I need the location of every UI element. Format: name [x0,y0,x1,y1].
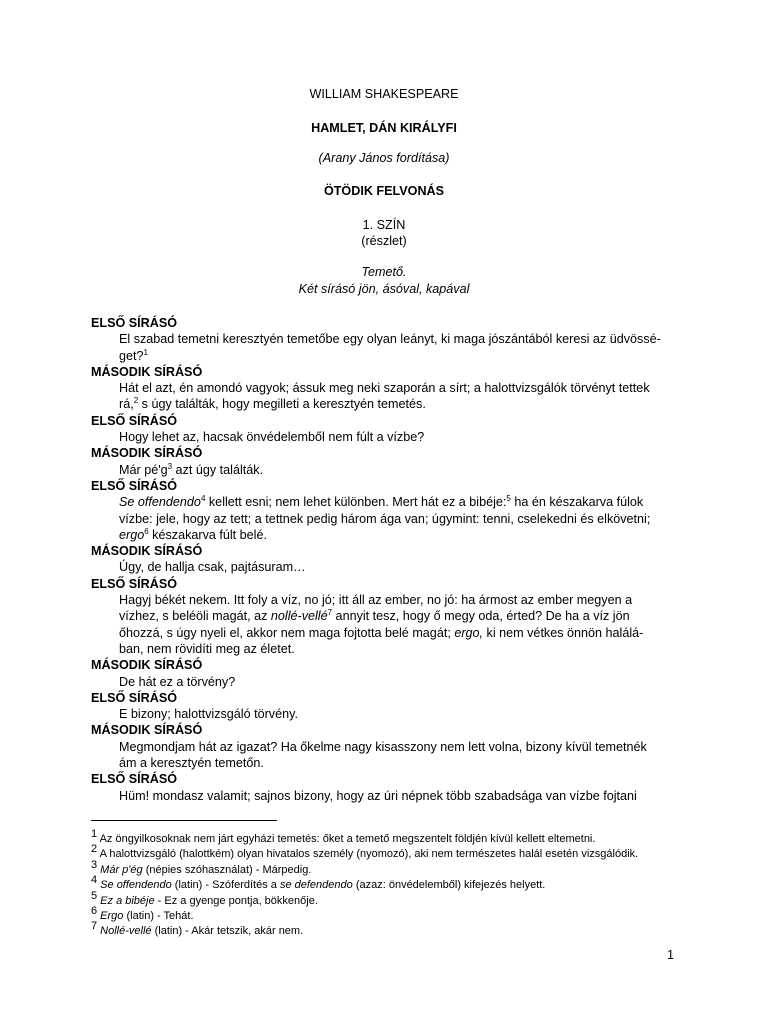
text-run: kellett esni; nem lehet különben. Mert hát ez a bibéje: [205,495,507,510]
speaker-second-gravedigger: MÁSODIK SÍRÁSÓ [91,544,203,559]
page-number: 1 [667,948,675,962]
speech-line [91,331,681,364]
footnote-text: A halottvizsgáló (halottkém) olyan hivatalos személy (nyomozó), aki nem természetes halál esetén vizsgálódik. [97,848,639,861]
translator-credit: (Arany János fordítása) [318,151,450,165]
footnote-term: Ergo [97,910,124,923]
text-line [119,625,681,641]
footnote [91,828,691,847]
footnote-term: se defendendo [279,879,353,892]
text-line: E bizony; halottvizsgáló törvény. [119,707,298,722]
text-run: őhozzá, s úgy nyeli el, akkor nem maga fojtotta belé magát; [119,625,455,640]
text-line [119,396,681,412]
act-heading: ÖTÖDIK FELVONÁS [323,184,445,198]
text-line: De hát ez a törvény? [119,674,236,689]
text-line: Hagyj békét nekem. Itt foly a víz, no jó; itt áll az ember, no jó: ha ármost az ember megyen a [119,593,633,608]
speaker-second-gravedigger: MÁSODIK SÍRÁSÓ [91,723,203,738]
footnote-ref[interactable]: 5 [506,494,511,504]
footnote-text: - Ez a gyenge pontja, bökkenője. [154,894,318,907]
text-run: ha én készakarva fúlok [510,495,644,510]
footnote-text: Az öngyilkosoknak nem járt egyházi temetés: őket a temető megszentelt földjén kívül kellett eltemetni. [97,833,596,845]
footnote-number: 2 [91,843,98,856]
text-line [119,494,681,510]
footnote [91,843,691,862]
speaker-first-gravedigger: ELSŐ SÍRÁSÓ [91,413,178,428]
text-run: azt úgy találták. [172,462,264,477]
text-line: Úgy, de hallja csak, pajtásuram… [119,560,306,575]
footnote [91,920,691,939]
footnote-number: 7 [91,920,98,933]
footnote-term: Már p'ég [97,863,143,876]
speech-line [91,739,681,772]
text-line: ban, nem rövidíti meg az életet. [119,641,295,656]
text-line [119,462,681,478]
text-line: Hát el azt, én amondó vagyok; ássuk meg neki szaporán a sírt; a halottvizsgálók törvényt tettek [119,381,650,396]
footnote-separator [91,820,277,821]
text-line: Hüm! mondasz valamit; sajnos bizony, hogy az úri népnek több szabadsága van vízbe fojtani [119,788,637,803]
footnote-text: (azaz: önvédelemből) kifejezés helyett. [352,879,546,892]
play-title: HAMLET, DÁN KIRÁLYFI [311,121,457,135]
speaker-second-gravedigger: MÁSODIK SÍRÁSÓ [91,364,203,379]
footnote-term: Se offendendo [97,879,172,892]
text-run-italic: nollé-vellé [270,609,328,624]
footnote-term: Ez a bibéje [97,894,155,907]
speaker-first-gravedigger: ELSŐ SÍRÁSÓ [91,316,178,330]
text-line: Hogy lehet az, hacsak önvédelemből nem fúlt a vízbe? [119,430,425,445]
footnote-term: Nollé-vellé [97,925,152,938]
speech-line [91,592,681,657]
speech-line [91,706,681,722]
text-line: Megmondjam hát az igazat? Ha őkelme nagy kisasszony nem lett volna, bizony kívül temetnék [119,739,647,754]
text-run: ki nem vétkes önnön halálá- [483,625,644,640]
footnote-ref[interactable]: 3 [167,461,173,471]
text-run-italic: ergo, [454,625,484,640]
dialogue [91,315,681,804]
footnotes [91,828,691,940]
speech-line [91,559,681,575]
footnote-ref[interactable]: 4 [200,494,206,504]
author-name: WILLIAM SHAKESPEARE [309,87,459,101]
text-line: El szabad temetni keresztyén temetőbe egy olyan leányt, ki maga jószántából keresi az üdvössé- [119,332,661,347]
excerpt-note: (részlet) [361,234,407,248]
footnote [91,858,691,878]
speaker-second-gravedigger: MÁSODIK SÍRÁSÓ [91,446,203,461]
footnote-number: 6 [91,905,98,918]
speaker-first-gravedigger: ELSŐ SÍRÁSÓ [91,576,178,591]
text-line [119,527,681,543]
footnote-ref[interactable]: 1 [143,347,148,357]
text-line: vízbe: jele, hogy az tett; a tettnek pedig három ága van; úgymint: tenni, cselekedni és elkövetni; [119,511,651,526]
text-run: vízhez, s beléöli magát, az [119,609,271,624]
footnote [91,889,691,909]
footnote-ref[interactable]: 6 [144,526,149,536]
text-run: Már pé'g [119,462,168,477]
text-run-italic: ergo [119,527,145,542]
scene-heading: 1. SZÍN [362,218,406,232]
footnote-number: 1 [91,828,98,840]
footnote [91,905,691,924]
footnote-text: (népies szóhasználat) - Márpedig. [142,863,312,876]
footnote-number: 4 [91,874,98,887]
footnote-text: (latin) - Szóferdítés a [171,879,280,892]
speech-line [91,494,681,543]
speaker-second-gravedigger: MÁSODIK SÍRÁSÓ [91,658,203,673]
stage-direction: Két sírásó jön, ásóval, kapával [298,282,470,296]
text-line: ám a keresztyén temetőn. [119,756,264,771]
text-run: s úgy találták, hogy megilleti a keresztyén temetés. [138,397,426,412]
speech-line [91,380,681,413]
footnote [91,874,691,893]
text-run: annyit tesz, hogy ő megy oda, érted? De ha a víz jön [332,609,630,624]
speech-line [91,788,681,804]
footnote-ref[interactable]: 2 [133,396,139,406]
footnote-ref[interactable]: 7 [327,608,333,618]
scene-setting: Temető. [361,265,407,279]
speaker-first-gravedigger: ELSŐ SÍRÁSÓ [91,772,178,787]
footnote-number: 3 [91,858,98,871]
text-line [119,608,681,624]
speech-line [91,674,681,690]
text-run-italic: Se offendendo [119,495,201,510]
footnote-text: (latin) - Akár tetszik, akár nem. [151,925,304,938]
text-line [119,348,681,364]
speech-line [91,429,681,445]
speaker-first-gravedigger: ELSŐ SÍRÁSÓ [91,478,178,493]
speech-line [91,462,681,478]
text-run: get? [119,348,144,363]
footnote-text: (latin) - Tehát. [123,910,194,923]
text-run: rá, [119,397,134,412]
text-run: készakarva fúlt belé. [148,527,267,542]
speaker-first-gravedigger: ELSŐ SÍRÁSÓ [91,690,178,705]
footnote-number: 5 [91,889,98,902]
